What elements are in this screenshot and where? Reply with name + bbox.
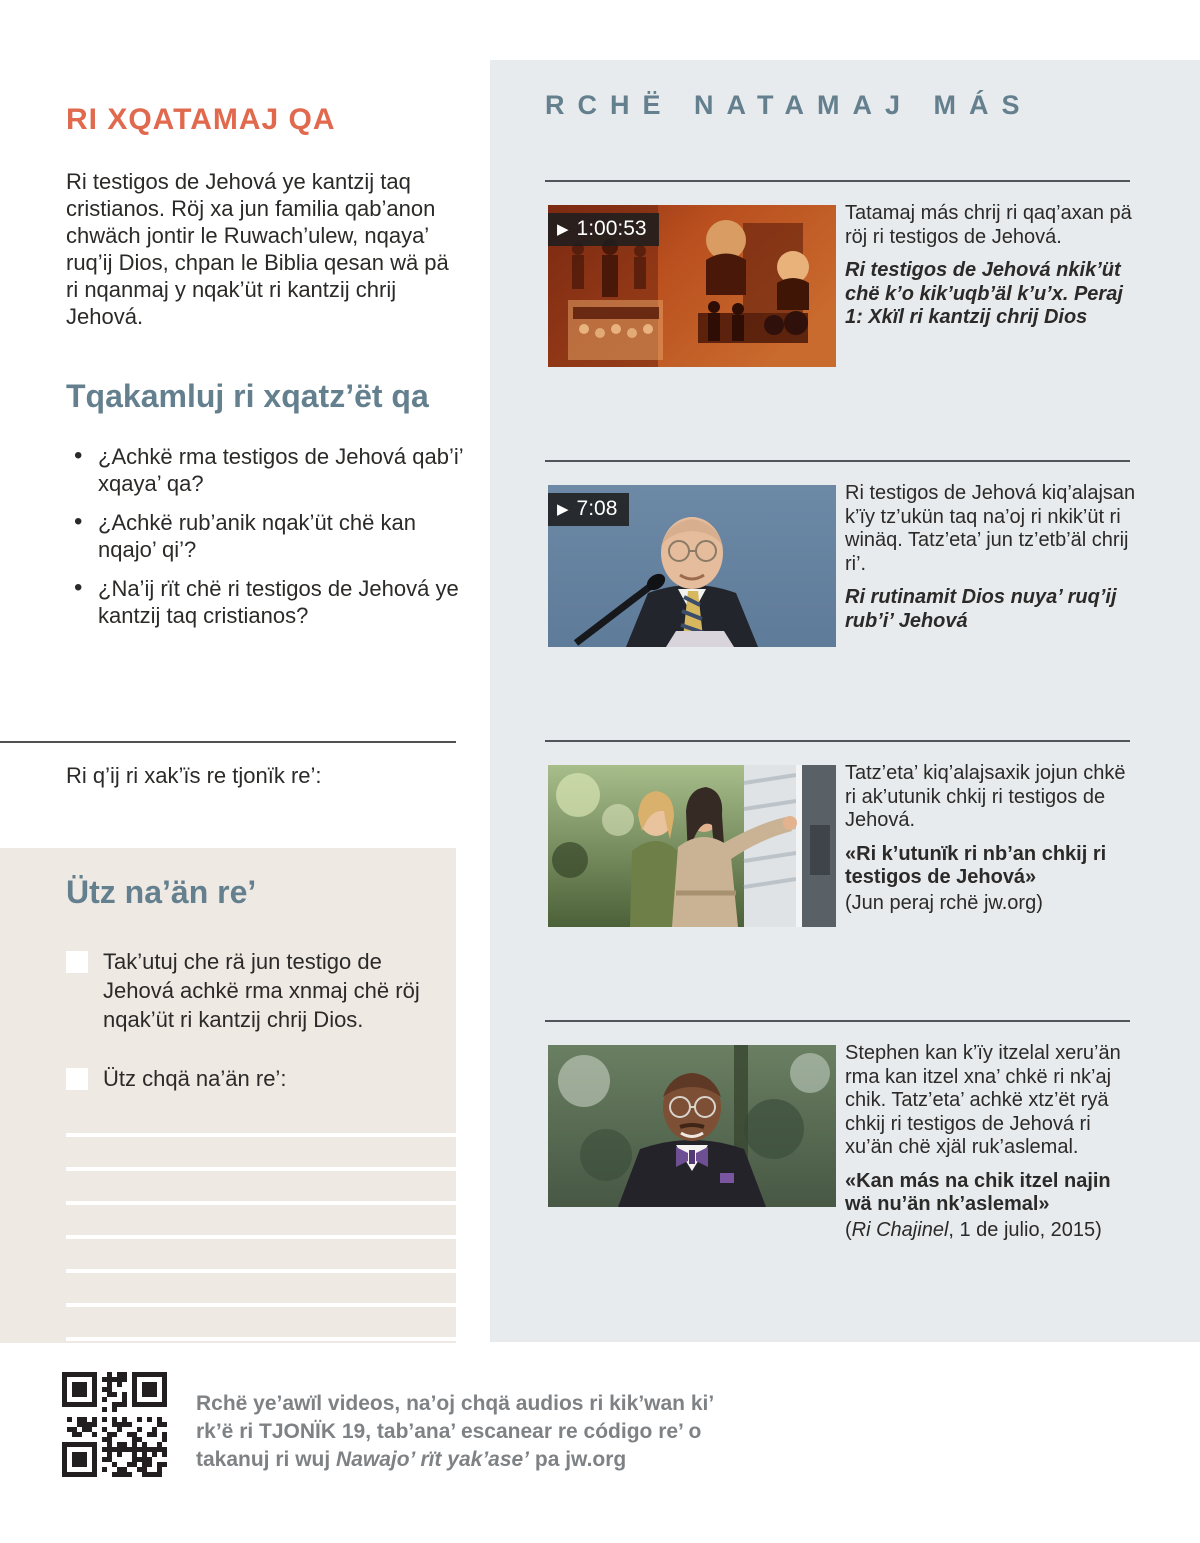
qr-code xyxy=(62,1372,167,1477)
question-list xyxy=(66,444,468,642)
checkbox[interactable] xyxy=(66,1068,88,1090)
duration-text: 1:00:53 xyxy=(576,217,647,240)
play-icon: ▶ xyxy=(557,220,569,238)
entry-description: Tatz’eta’ kiq’alajsaxik jojun chkë ri ak’utunik chkij ri testigos de Jehová. xyxy=(845,762,1126,831)
goal-item xyxy=(66,947,441,1034)
entry-description: Ri testigos de Jehová kiq’alajsan k’ïy tz’ukün taq na’oj ri nkik’üt ri winäq. Tatz’eta’ jun tz’etb’äl chrij ri’. xyxy=(845,482,1136,575)
separator xyxy=(545,740,1130,742)
video-thumbnail-speaker[interactable] xyxy=(548,485,836,647)
entry-title: Ri rutinamit Dios nuya’ ruq’ij rub’i’ Jehová xyxy=(845,586,1117,632)
goal-item xyxy=(66,1064,441,1093)
two-women-at-door-illustration xyxy=(548,765,836,927)
writing-line[interactable] xyxy=(66,1269,456,1273)
duration-text: 7:08 xyxy=(576,497,618,520)
article-thumbnail-preaching[interactable] xyxy=(548,765,836,927)
writing-line[interactable] xyxy=(66,1303,456,1307)
brochure-title: Nawajo’ rït yak’ase’ xyxy=(336,1448,530,1471)
duration-badge xyxy=(548,213,659,246)
separator xyxy=(545,1020,1130,1022)
goal-box-heading: Ütz na’än re’ xyxy=(66,874,257,910)
intro-paragraph: Ri testigos de Jehová ye kantzij taq cristianos. Röj xa jun familia qab’anon chwäch jontir le Ruwach’ulew, nqaya’ ruq’ij Dios, chpan le Biblia qesan wä pä ri nqanmaj y nqak’üt ri kantzij chrij Jehová. xyxy=(66,169,449,329)
entry-title: «Ri k’utunïk ri nb’an chkij ri testigos de Jehová» xyxy=(845,842,1107,888)
question-item: • ¿Achkë rma testigos de Jehová qab’i’ xqaya’ qa? xyxy=(66,444,468,497)
entry-description: Tatamaj más chrij ri qaq’axan pä röj ri testigos de Jehová. xyxy=(845,202,1132,248)
video-thumbnail-history-documentary[interactable] xyxy=(548,205,836,367)
discussion-heading: Tqakamluj ri xqatz’ët qa xyxy=(66,378,429,414)
play-icon: ▶ xyxy=(557,500,569,518)
goal-item-label: Ütz chqä na’än re’: xyxy=(103,1066,287,1091)
writing-line[interactable] xyxy=(66,1337,456,1341)
entry-source: (Jun peraj rchë jw.org) xyxy=(845,891,1043,914)
panel-heading: RCHË NATAMAJ MÁS xyxy=(545,90,1033,120)
goal-item-label: Tak’utuj che rä jun testigo de Jehová achkë rma xnmaj chë röj nqak’üt ri kantzij chrij Dios. xyxy=(103,949,420,1032)
separator xyxy=(545,460,1130,462)
completion-date-label: Ri q’ij ri xak’ïs re tjonïk re’: xyxy=(66,763,322,788)
page-title: RI XQATAMAJ QA xyxy=(66,103,336,136)
entry-description: Stephen kan k’ïy itzelal xeru’än rma kan itzel xna’ chkë ri nk’aj chik. Tatz’eta’ achkë xtz’ët ryä chkij ri testigos de Jehová ri xu’än chë xjäl ruk’aslemal. xyxy=(845,1042,1121,1158)
footer-instructions: Rchë ye’awïl videos, na’oj chqä audios ri kik’wan ki’ rk’ë ri TJONÏK 19, tab’ana’ escanear re código re’ o takanuj ri wuj Nawajo’ rït yak’ase’ pa jw.org xyxy=(196,1392,714,1471)
separator xyxy=(0,741,456,743)
qr-finder-pattern xyxy=(132,1372,167,1407)
entry-title: Ri testigos de Jehová nkik’üt chë k’o kik’uqb’äl k’u’x. Peraj 1: Xkïl ri kantzij chrij Dios xyxy=(845,259,1123,328)
article-thumbnail-stephen[interactable] xyxy=(548,1045,836,1207)
entry-title: «Kan más na chik itzel najin wä nu’än nk’aslemal» xyxy=(845,1169,1111,1215)
more-info-panel xyxy=(490,60,1200,1342)
writing-line[interactable] xyxy=(66,1235,456,1239)
writing-lines xyxy=(66,1133,456,1341)
writing-line[interactable] xyxy=(66,1133,456,1137)
qr-finder-pattern xyxy=(62,1372,97,1407)
duration-badge xyxy=(548,493,629,526)
separator xyxy=(545,180,1130,182)
writing-line[interactable] xyxy=(66,1201,456,1205)
question-item: • ¿Achkë rub’anik nqak’üt chë kan nqajo’ qi’? xyxy=(66,510,468,563)
qr-finder-pattern xyxy=(62,1442,97,1477)
checkbox[interactable] xyxy=(66,951,88,973)
man-with-bow-tie-illustration xyxy=(548,1045,836,1207)
writing-line[interactable] xyxy=(66,1167,456,1171)
goal-box xyxy=(0,848,456,1343)
question-item: • ¿Na’ij rït chë ri testigos de Jehová ye kantzij taq cristianos? xyxy=(66,576,468,629)
publication-name: Ri Chajinel xyxy=(851,1218,949,1241)
entry-source: (Ri Chajinel, 1 de julio, 2015) xyxy=(845,1218,1102,1241)
